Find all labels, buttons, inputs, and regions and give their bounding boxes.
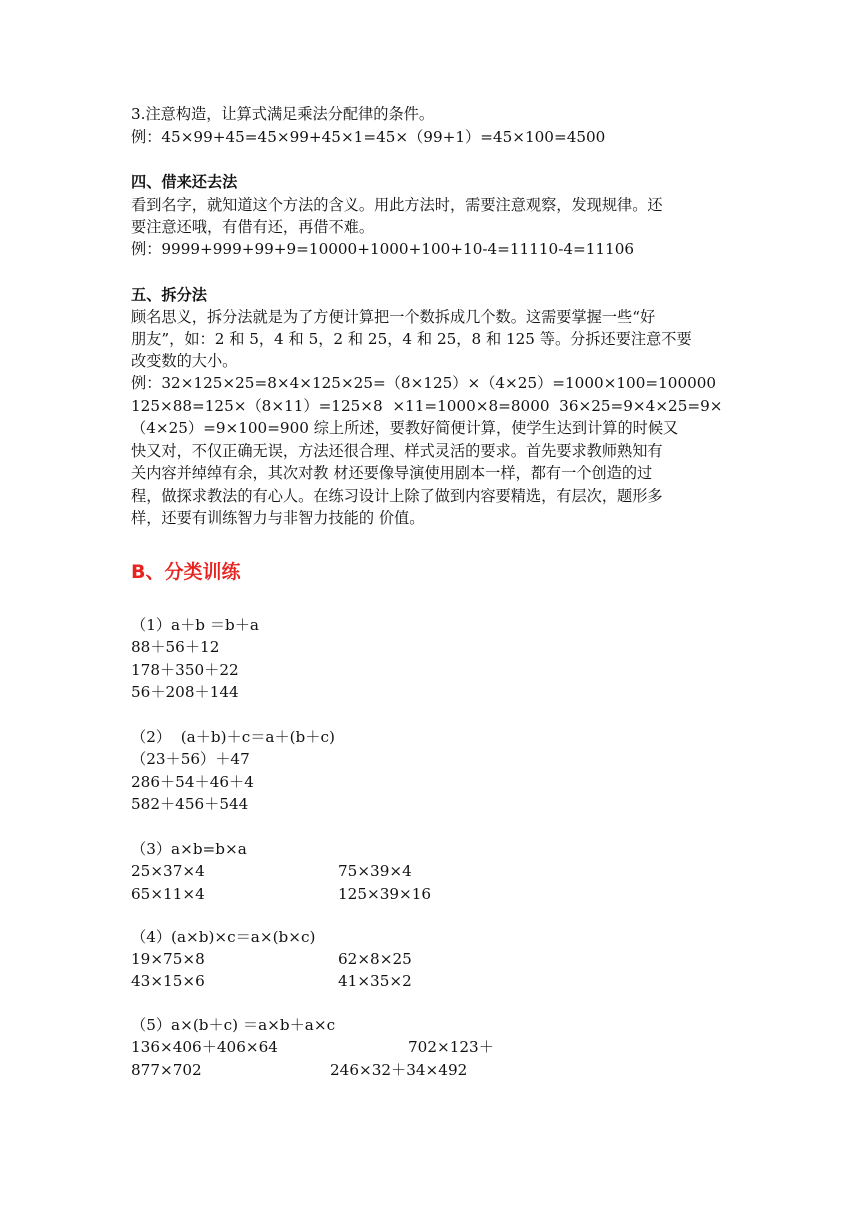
- section-heading-split: 五、拆分法: [131, 286, 207, 304]
- paragraph-line: （4×25）=9×100=900 综上所述，要教好简便计算，使学生达到计算的时候又: [131, 419, 679, 437]
- exercise-item: 88＋56＋12: [131, 638, 220, 656]
- exercise-item: 19×75×8: [131, 950, 205, 968]
- law-heading: （5）a×(b＋c) ＝a×b＋a×c: [131, 1016, 336, 1034]
- paragraph-line: 关内容并绰绰有余，其次对教 材还要像导演使用剧本一样，都有一个创造的过: [131, 464, 653, 482]
- part-b-title: B、分类训练: [131, 561, 241, 583]
- exercise-item: 877×702: [131, 1061, 202, 1079]
- paragraph-line: 125×88=125×（8×11）=125×8 ×11=1000×8=8000 36×25=9×4×25=9×: [131, 397, 723, 415]
- example-line: 例：32×125×25=8×4×125×25=（8×125）×（4×25）=1000×100=100000: [131, 374, 717, 392]
- exercise-item: 43×15×6: [131, 972, 205, 990]
- paragraph-line: 改变数的大小。: [131, 352, 238, 370]
- law-heading: （1）a＋b ＝b＋a: [131, 616, 259, 634]
- law-heading: （2） (a＋b)＋c＝a＋(b＋c): [131, 728, 335, 746]
- exercise-item: 136×406＋406×64: [131, 1038, 278, 1056]
- paragraph-line: 看到名字，就知道这个方法的含义。用此方法时，需要注意观察，发现规律。还: [131, 196, 663, 214]
- example-line: 例：9999+999+99+9=10000+1000+100+10-4=11110-4=11106: [131, 240, 635, 258]
- exercise-item: 582＋456＋544: [131, 795, 249, 813]
- exercise-item: 65×11×4: [131, 885, 205, 903]
- example-line: 例：45×99+45=45×99+45×1=45×（99+1）=45×100=4500: [131, 128, 606, 146]
- exercise-item: 246×32＋34×492: [330, 1061, 468, 1079]
- paragraph-line: 要注意还哦，有借有还，再借不难。: [131, 218, 374, 236]
- paragraph-line: 朋友”，如：2 和 5，4 和 5，2 和 25，4 和 25，8 和 125 等。分拆还要注意不要: [131, 330, 692, 348]
- exercise-item: （23＋56）＋47: [131, 750, 250, 768]
- section-heading-borrow: 四、借来还去法: [131, 173, 238, 191]
- exercise-item: 25×37×4: [131, 862, 205, 880]
- paragraph-line: 样，还要有训练智力与非智力技能的 价值。: [131, 509, 425, 527]
- method-item-3: 3.注意构造，让算式满足乘法分配律的条件。: [131, 105, 435, 123]
- law-heading: （4）(a×b)×c＝a×(b×c): [131, 928, 316, 946]
- paragraph-line: 快又对，不仅正确无误，方法还很合理、样式灵活的要求。首先要求教师熟知有: [131, 442, 663, 460]
- exercise-item: 62×8×25: [338, 950, 412, 968]
- exercise-item: 702×123＋: [408, 1038, 494, 1056]
- exercise-item: 125×39×16: [338, 885, 432, 903]
- exercise-item: 178＋350＋22: [131, 661, 239, 679]
- exercise-item: 41×35×2: [338, 972, 412, 990]
- exercise-item: 286＋54＋46＋4: [131, 773, 254, 791]
- paragraph-line: 顾名思义，拆分法就是为了方便计算把一个数拆成几个数。这需要掌握一些“好: [131, 308, 656, 326]
- law-heading: （3）a×b=b×a: [131, 840, 247, 858]
- exercise-item: 56＋208＋144: [131, 683, 239, 701]
- paragraph-line: 程，做探求教法的有心人。在练习设计上除了做到内容要精选，有层次，题形多: [131, 487, 663, 505]
- exercise-item: 75×39×4: [338, 862, 412, 880]
